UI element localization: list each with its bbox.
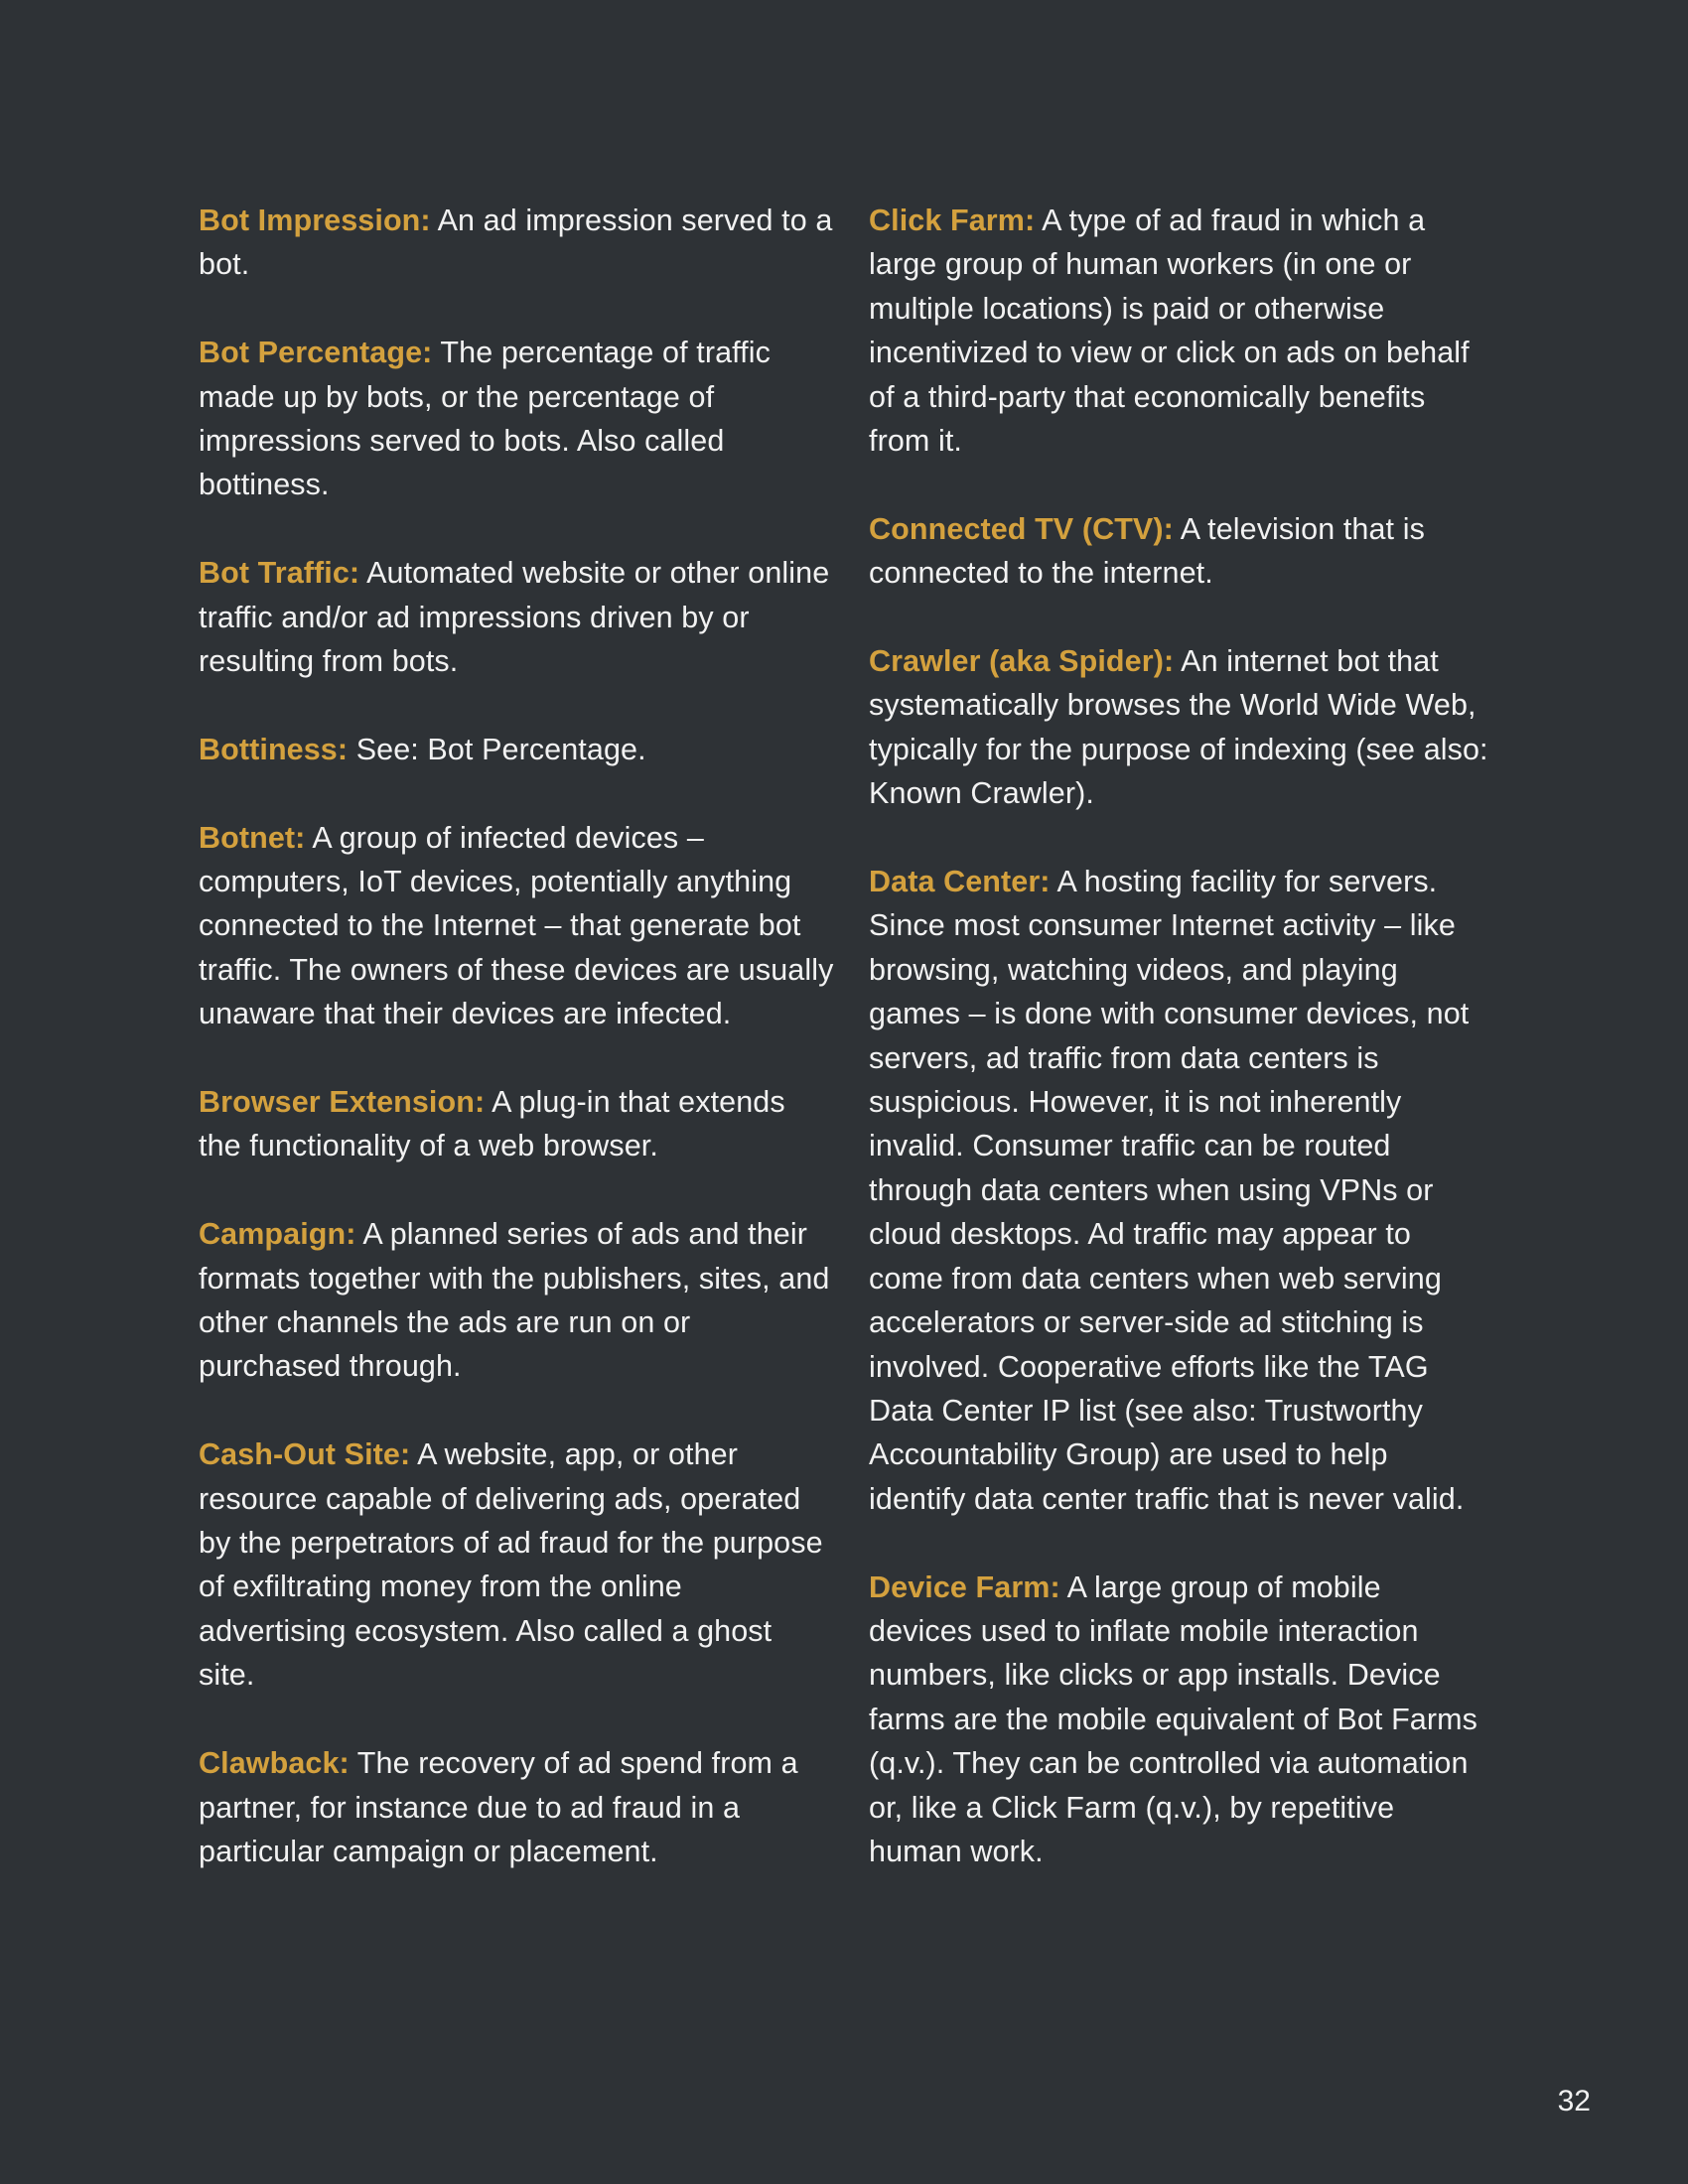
glossary-entry-connected-tv — [869, 507, 1489, 596]
glossary-entry-device-farm — [869, 1566, 1489, 1874]
glossary-definition: A plug-in that extends the functionality of a web browser. — [199, 1085, 785, 1163]
glossary-entry-bot-traffic — [199, 551, 834, 683]
glossary-definition: A group of infected devices – computers, IoT devices, potentially anything connected to the Internet – that generate bot traffic. The owners of these devices are usually unaware that their devices are infected. — [199, 820, 834, 1031]
glossary-definition: An internet bot that systematically browses the World Wide Web, typically for the purpose of indexing (see also: Known Crawler). — [869, 644, 1488, 811]
glossary-term: Device Farm: — [869, 1570, 1060, 1604]
glossary-definition: A type of ad fraud in which a large group of human workers (in one or multiple locations) is paid or otherwise incentivized to view or click on ads on behalf of a third-party that economically benefits from it. — [869, 204, 1470, 459]
glossary-entry-campaign — [199, 1212, 834, 1389]
glossary-entry-browser-extension — [199, 1080, 834, 1168]
glossary-definition: Automated website or other online traffic and/or ad impressions driven by or resulting from bots. — [199, 556, 830, 679]
glossary-definition: The percentage of traffic made up by bots, or the percentage of impressions served to bots. Also called bottiness. — [199, 336, 771, 502]
glossary-term: Bottiness: — [199, 732, 349, 766]
glossary-definition: A large group of mobile devices used to inflate mobile interaction numbers, like clicks or app installs. Device farms are the mobile equivalent of Bot Farms (q.v.). They can be controlled via automation or, like a Click Farm (q.v.), by repetitive human work. — [869, 1570, 1477, 1868]
glossary-definition: A television that is connected to the internet. — [869, 511, 1425, 591]
glossary-term: Bot Percentage: — [199, 336, 433, 370]
glossary-entry-bot-percentage — [199, 331, 834, 507]
glossary-entry-click-farm — [869, 199, 1489, 463]
glossary-term: Botnet: — [199, 820, 306, 855]
glossary-entry-bottiness — [199, 728, 834, 771]
glossary-term: Data Center: — [869, 865, 1051, 899]
glossary-term: Bot Impression: — [199, 204, 431, 237]
glossary-left-column — [199, 199, 834, 1918]
glossary-definition: A hosting facility for servers. Since most consumer Internet activity – like browsing, watching videos, and playing games – is done with consumer devices, not servers, ad traffic from data centers is suspicious. However, it is not inherently invalid. Consumer traffic can be routed through data centers when using VPNs or cloud desktops. Ad traffic may appear to come from data centers when web serving accelerators or server-side ad stitching is involved. Cooperative efforts like the TAG Data Center IP list (see also: Trustworthy Accountability Group) are used to help identify data center traffic that is never valid. — [869, 865, 1470, 1516]
glossary-definition: A website, app, or other resource capable of delivering ads, operated by the perpetrators of ad fraud for the purpose of exfiltrating money from the online advertising ecosystem. Also called a ghost site. — [199, 1437, 823, 1693]
glossary-term: Campaign: — [199, 1217, 356, 1252]
glossary-term: Clawback: — [199, 1746, 350, 1781]
glossary-term: Connected TV (CTV): — [869, 511, 1174, 546]
glossary-entry-cash-out-site — [199, 1433, 834, 1697]
glossary-definition: A planned series of ads and their formats together with the publishers, sites, and other channels the ads are run on or purchased through. — [199, 1217, 830, 1384]
page-number: 32 — [1557, 2085, 1591, 2117]
glossary-term: Browser Extension: — [199, 1085, 486, 1120]
glossary-definition: The recovery of ad spend from a partner, for instance due to ad fraud in a particular campaign or placement. — [199, 1746, 798, 1868]
glossary-entry-clawback — [199, 1741, 834, 1873]
glossary-right-column — [869, 199, 1489, 1918]
glossary-term: Crawler (aka Spider): — [869, 644, 1175, 679]
glossary-definition: An ad impression served to a bot. — [199, 204, 833, 282]
glossary-entry-botnet — [199, 816, 834, 1036]
glossary-term: Cash-Out Site: — [199, 1437, 411, 1472]
glossary-entry-bot-impression — [199, 199, 834, 287]
glossary-entry-crawler — [869, 639, 1489, 816]
glossary-term: Click Farm: — [869, 204, 1036, 237]
glossary-definition: See: Bot Percentage. — [355, 732, 646, 766]
glossary-entry-data-center — [869, 860, 1489, 1521]
glossary-term: Bot Traffic: — [199, 556, 360, 591]
